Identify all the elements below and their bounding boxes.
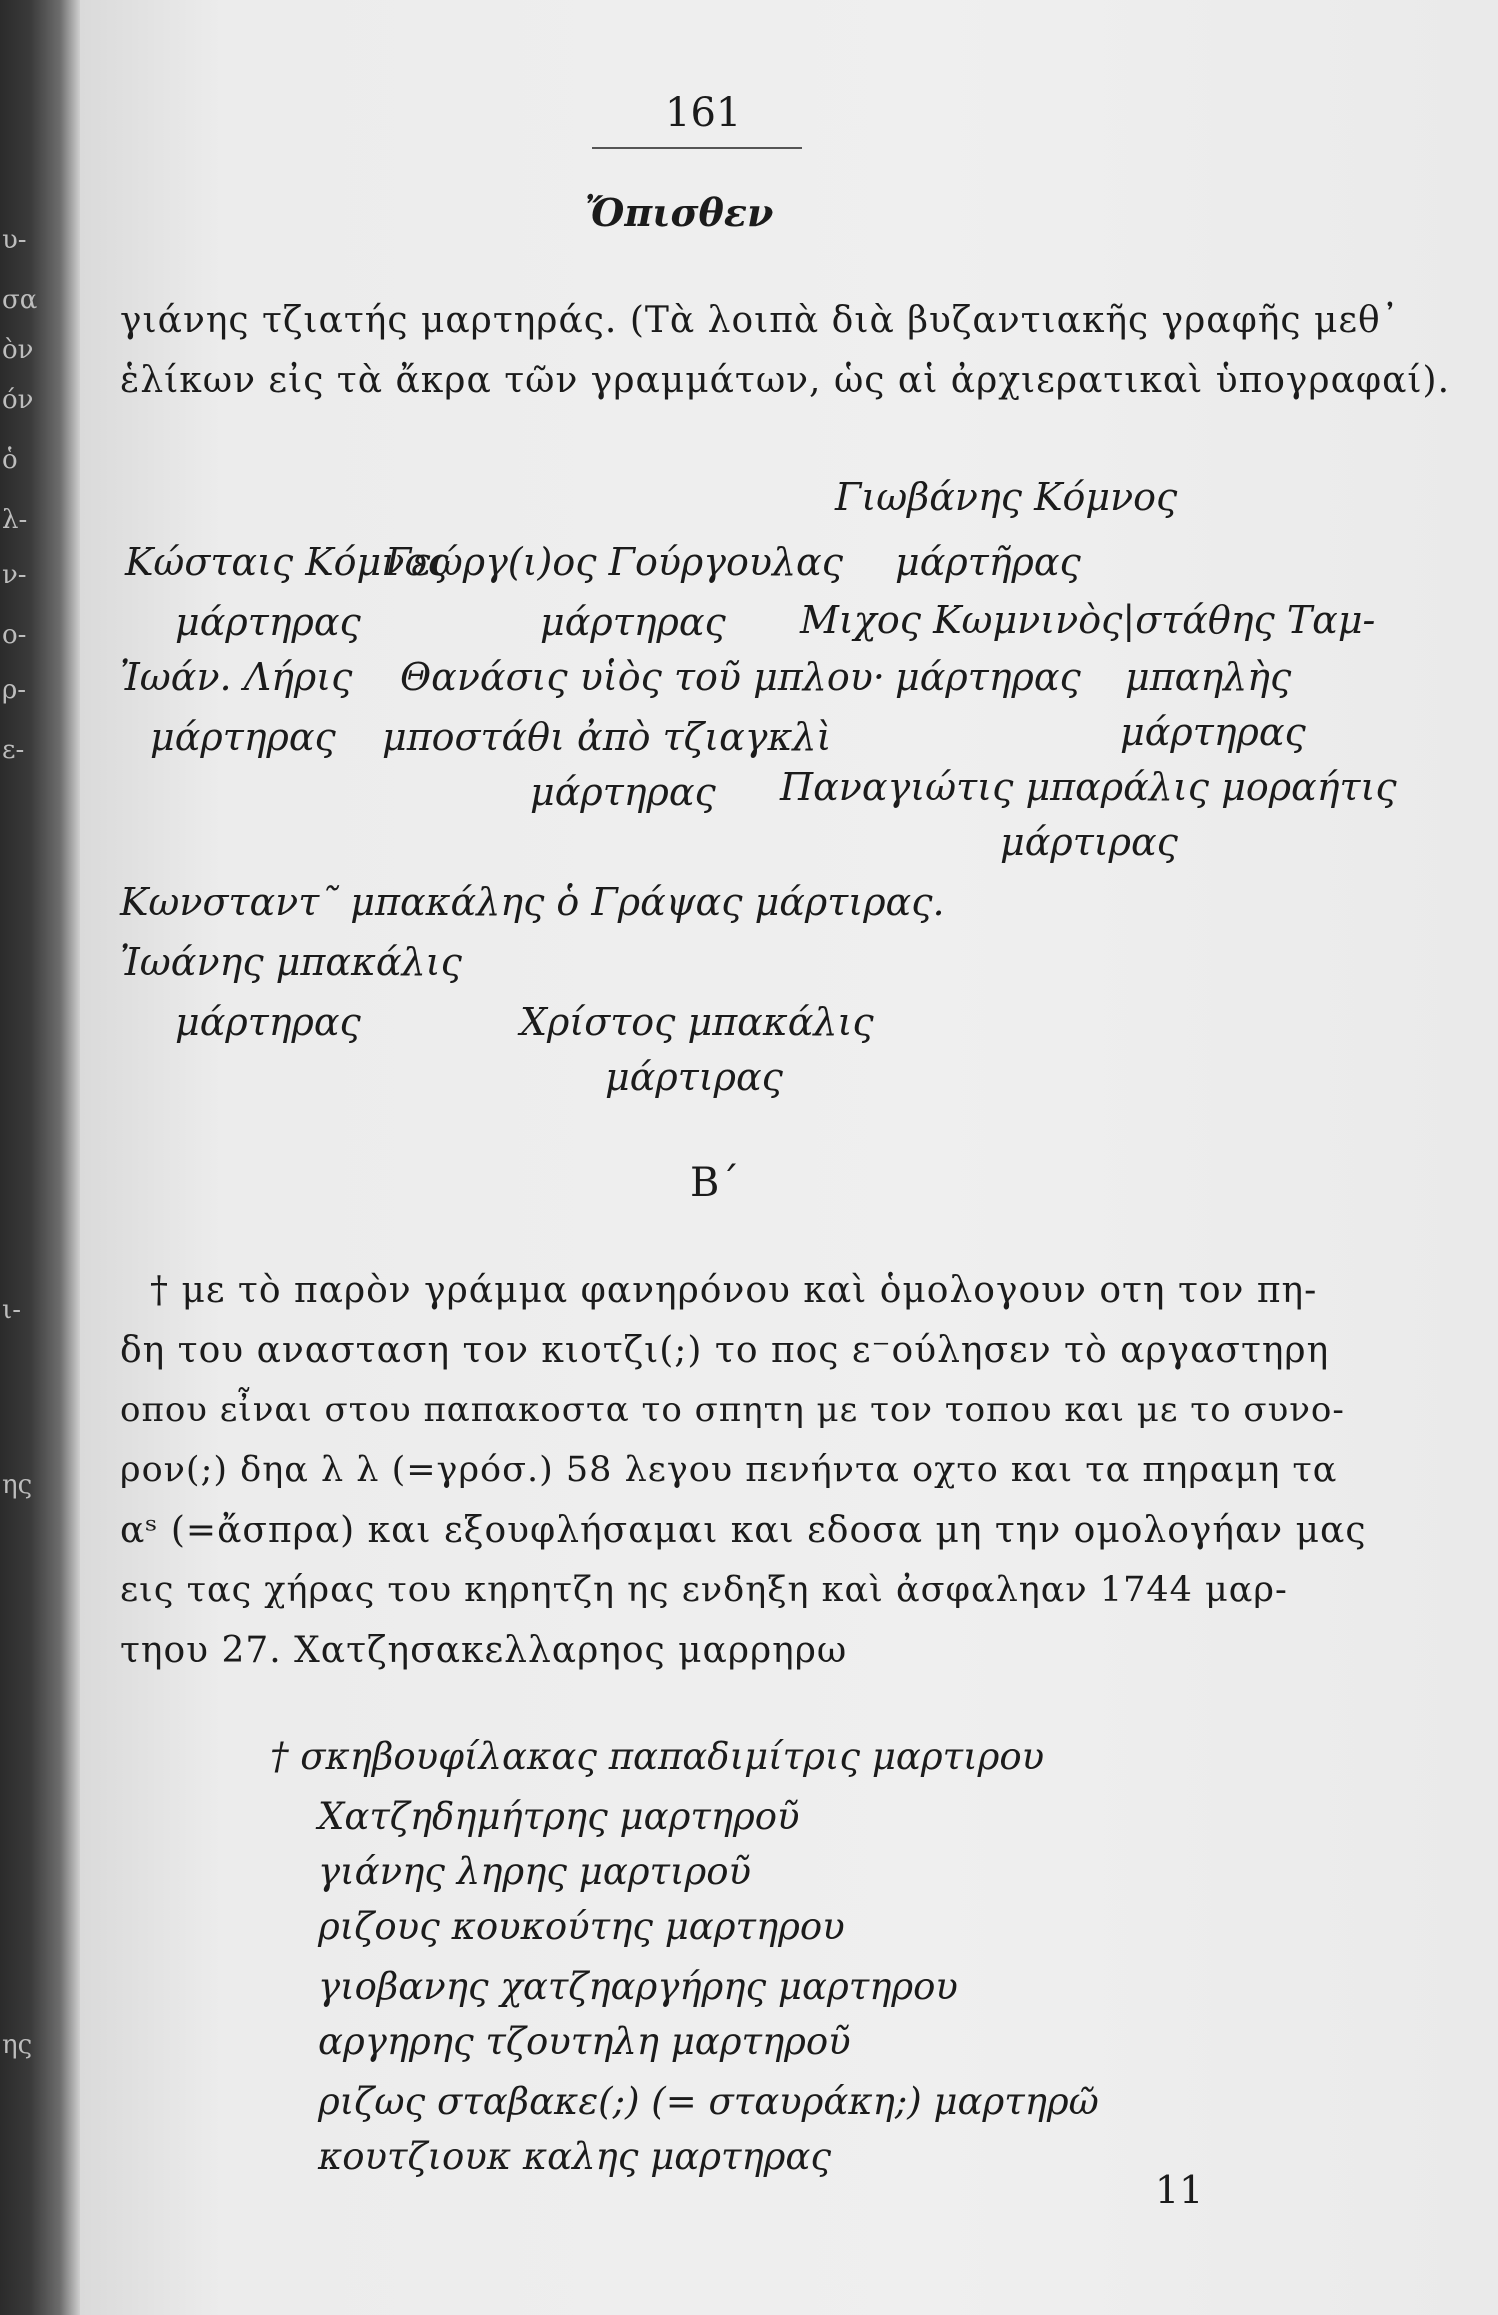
intro-line: ἑλίκων εἰς τὰ ἄκρα τῶν γραμμάτων, ὡς αἱ ἀρχιερατικαὶ ὑπογραφαί). (120, 360, 1451, 401)
signature-line: γιοβανης χατζηαργήρης μαρτηρου (318, 1965, 958, 2008)
page-number: 161 (665, 90, 742, 136)
section-heading: Ὄπισθεν (585, 190, 774, 235)
signature-line: γιάνης ληρης μαρτιροῦ (318, 1850, 752, 1893)
edge-fragment: ρ- (2, 675, 27, 705)
signature-name: μπαηλὴς (1125, 655, 1292, 699)
signature-name: Κωνσταντ˜ μπακάλης ὁ Γράψας μάρτιρας. (120, 880, 945, 924)
signature-name: Κώσταις Κόμνος (125, 540, 449, 584)
edge-fragment: ε- (2, 735, 25, 765)
body-line: αˢ (=ἄσπρα) και εξουφλήσαμαι και εδοσα μη την ομολογήαν μας (120, 1510, 1367, 1551)
signature-line: αργηρης τζουτηλη μαρτηροῦ (318, 2020, 851, 2063)
edge-fragment: σα (2, 285, 38, 315)
signature-name: Χρίστος μπακάλις (520, 1000, 874, 1044)
signature-role: μάρτηρας (175, 600, 361, 644)
intro-line: γιάνης τζιατής μαρτηράς. (Τὰ λοιπὰ διὰ βυζαντιακῆς γραφῆς μεθ᾽ (120, 300, 1400, 341)
section-mark: Β΄ (690, 1160, 740, 1206)
body-line: οπου εἶναι στου παπακοστα το σπητη με τον τοπου και με το συνο- (120, 1390, 1345, 1430)
signature-name: Γιωβάνης Κόμνος (835, 475, 1178, 519)
edge-fragment: ὁ (2, 445, 18, 475)
signature-role: μάρτηρας (540, 600, 726, 644)
signature-line: Χατζηδημήτρης μαρτηροῦ (318, 1795, 800, 1838)
body-line: δη του ανασταση τον κιοτζι(;) το πος ε⁻ούλησεν τὸ αργαστηρη (120, 1330, 1330, 1371)
signature-line: † σκηβουφίλακας παπαδιμίτρις μαρτιρου (270, 1735, 1045, 1778)
edge-fragment: όν (2, 385, 34, 415)
signature-name: Ἰωάν. Λήρις (120, 655, 353, 699)
body-line: τηου 27. Χατζησακελλαρηος μαρρηρω (120, 1630, 848, 1671)
edge-fragment: ὸν (2, 335, 34, 365)
signature-role: μάρτηρας (150, 715, 336, 759)
signature-role: μάρτιρας (605, 1055, 783, 1099)
body-line: εις τας χήρας του κηρητζη ης ενδηξη καὶ ἀσφαληαν 1744 μαρ- (120, 1570, 1288, 1610)
signature-role: μάρτιρας (1000, 820, 1178, 864)
signature-line: κουτζιουκ καλης μαρτηρας (318, 2135, 832, 2178)
edge-fragment: λ- (2, 505, 28, 535)
facing-page-edge (0, 0, 40, 2315)
signature-role: μάρτηρας (175, 1000, 361, 1044)
signature-name: Θανάσις υἱὸς τοῦ μπλου· (400, 655, 885, 699)
signature-line: ριζως σταβακε(;) (= σταυράκη;) μαρτηρῶ (318, 2080, 1099, 2123)
body-line: † με τὸ παρὸν γράμμα φανηρόνου καὶ ὁμολογουν οτη τον πη- (150, 1270, 1318, 1311)
signature-name: Μιχος Κωμνινὸς|στάθης Ταμ- (800, 598, 1376, 642)
signature-role: μάρτηρας (530, 770, 716, 814)
signature-name: Παναγιώτις μπαράλις μοραήτις (780, 765, 1397, 809)
edge-fragment: ης (2, 2030, 33, 2060)
signature-role: μάρτηρας (1120, 710, 1306, 754)
signature-role: μάρτῆρας (895, 540, 1081, 584)
body-line: ρον(;) δηα λ λ (=γρόσ.) 58 λεγου πενήντα οχτο και τα πηραμη τα (120, 1450, 1338, 1490)
signature-role: μάρτηρας (895, 655, 1081, 699)
signature-name: μποστάθι ἀπὸ τζιαγκλὶ (382, 715, 832, 759)
edge-fragment: ν- (2, 560, 27, 590)
signature-name: Γεώργ(ι)ος Γούργουλας (385, 540, 843, 584)
edge-fragment: ι- (2, 1295, 21, 1325)
signature-line: ριζους κουκούτης μαρτηρου (318, 1905, 845, 1948)
header-rule (592, 147, 802, 149)
edge-fragment: ο- (2, 620, 27, 650)
edge-fragment: υ- (2, 225, 27, 255)
signature-name: Ἰωάνης μπακάλις (120, 940, 462, 984)
edge-fragment: ης (2, 1470, 33, 1500)
signature-number: 11 (1155, 2168, 1204, 2212)
